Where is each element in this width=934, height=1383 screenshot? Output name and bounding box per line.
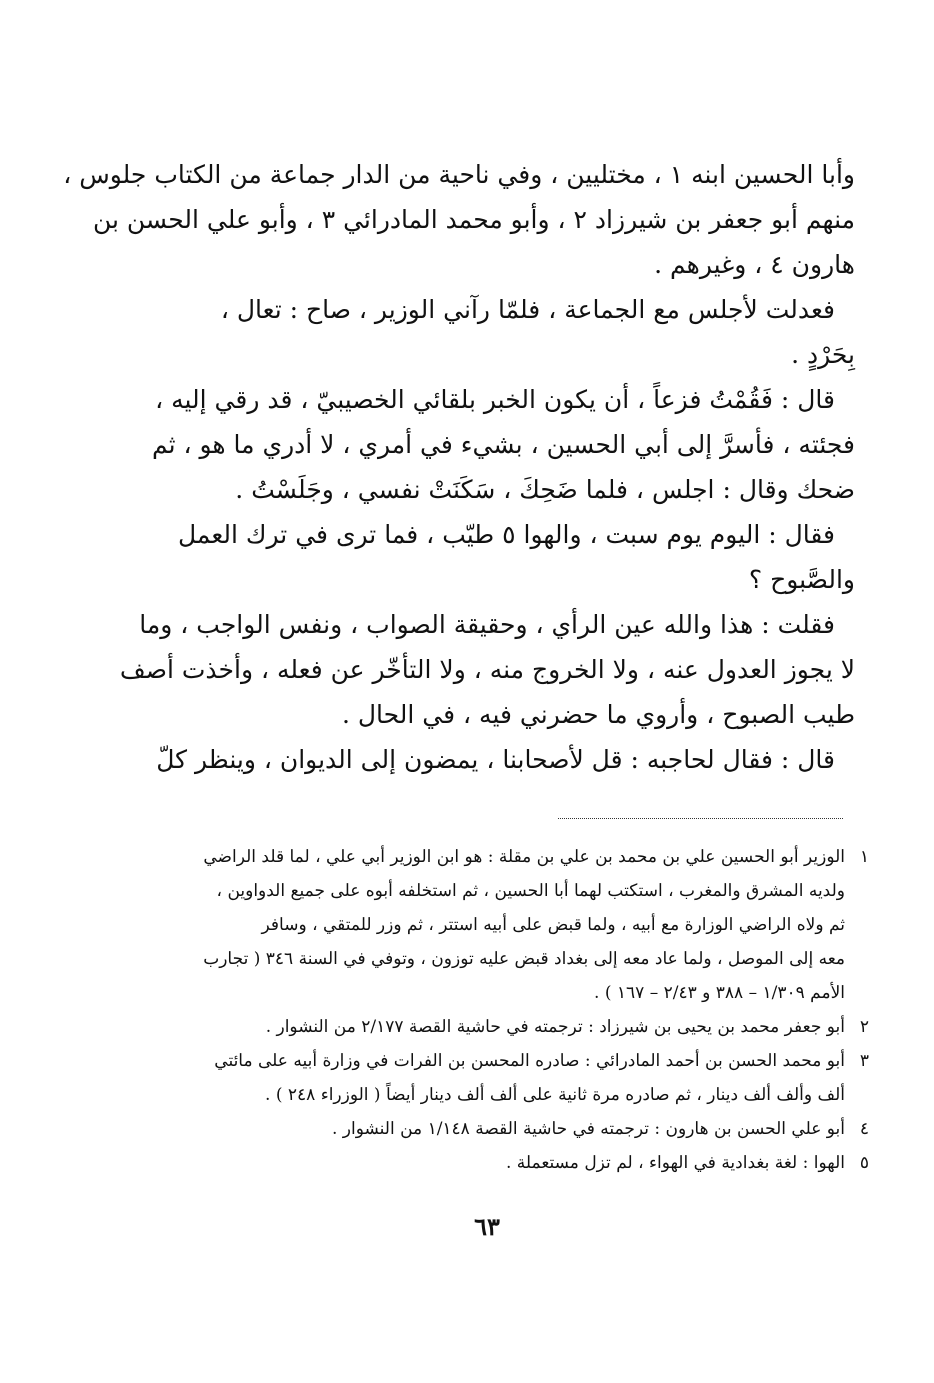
footnote-line: ولديه المشرق والمغرب ، استكتب لهما أبا الحسين ، ثم استخلفه أبوه على جميع الدواوين ، — [216, 881, 845, 901]
text-line: منهم أبو جعفر بن شيرزاد ٢ ، وأبو محمد المادرائي ٣ ، وأبو علي الحسن بن — [92, 205, 855, 234]
text-line: وأبا الحسين ابنه ١ ، مختليين ، وفي ناحية من الدار جماعة من الكتاب جلوس ، — [63, 160, 855, 189]
footnote-line: الوزير أبو الحسين علي بن محمد بن علي بن مقلة : هو ابن الوزير أبي علي ، لما قلد الراضي — [203, 847, 845, 867]
text-line: فقلت : هذا والله عين الرأي ، وحقيقة الصواب ، ونفس الواجب ، وما — [139, 610, 835, 639]
footnote-text — [170, 1146, 845, 1180]
footnotes — [170, 840, 869, 1180]
footnote-line: ألف وألف ألف دينار ، ثم صادره مرة ثانية على ألف ألف دينار أيضاً ( الوزراء ٢٤٨ ) . — [265, 1085, 845, 1105]
footnote-4 — [170, 1112, 869, 1146]
footnote-text — [170, 840, 845, 1010]
footnote-number: ٣ — [859, 1051, 869, 1071]
footnote-5 — [170, 1146, 869, 1180]
footnote-line: أبو علي الحسن بن هارون : ترجمته في حاشية القصة ١/١٤٨ من النشوار . — [331, 1119, 845, 1139]
footnote-line: ثم ولاه الراضي الوزارة مع أبيه ، ولما قبض على أبيه استتر ، ثم وزر للمتقي ، وسافر — [261, 915, 845, 935]
text-line: بِحَرْدٍ . — [791, 340, 855, 369]
footnote-number: ٢ — [859, 1017, 869, 1037]
text-line: طيب الصبوح ، وأروي ما حضرني فيه ، في الحال . — [341, 700, 855, 729]
page-number: ٦٣ — [474, 1212, 500, 1241]
footnote-2 — [170, 1010, 869, 1044]
main-text — [63, 152, 855, 782]
text-line: فقال : اليوم يوم سبت ، والهوا ٥ طيّب ، فما ترى في ترك العمل — [177, 520, 835, 549]
text-line: قال : فقال لحاجبه : قل لأصحابنا ، يمضون إلى الديوان ، وينظر كلّ — [156, 745, 835, 774]
footnote-number: ٥ — [859, 1153, 869, 1173]
footnote-separator — [558, 818, 843, 819]
footnote-text — [170, 1010, 845, 1044]
text-line: والصَّبوح ؟ — [748, 565, 855, 594]
footnote-text — [170, 1044, 845, 1112]
footnote-line: معه إلى الموصل ، ولما عاد معه إلى بغداد قبض عليه توزون ، وتوفي في السنة ٣٤٦ ( تجارب — [203, 949, 845, 969]
footnote-line: الأمم ١/٣٠٩ – ٣٨٨ و ٢/٤٣ – ١٦٧ ) . — [594, 983, 845, 1003]
footnote-number: ٤ — [859, 1119, 869, 1139]
text-line: قال : فَقُمْتُ فزعاً ، أن يكون الخبر بلقائي الخصيبيّ ، قد رقي إليه ، — [155, 385, 835, 414]
text-line: لا يجوز العدول عنه ، ولا الخروج منه ، ولا التأخّر عن فعله ، وأخذت أصف — [119, 655, 855, 684]
footnote-3 — [170, 1044, 869, 1112]
footnote-number: ١ — [859, 847, 869, 867]
footnote-line: الهوا : لغة بغدادية في الهواء ، لم تزل مستعملة . — [505, 1153, 845, 1173]
text-line: فجئته ، فأسرَّ إلى أبي الحسين ، بشيء في أمري ، لا أدري ما هو ، ثم — [151, 430, 855, 459]
text-line: هارون ٤ ، وغيرهم . — [654, 250, 855, 279]
text-line: ضحك وقال : اجلس ، فلما ضَحِكَ ، سَكَنَتْ نفسي ، وجَلَسْتُ . — [235, 475, 855, 504]
footnote-line: أبو محمد الحسن بن أحمد المادرائي : صادره المحسن بن الفرات في وزارة أبيه على مائتي — [214, 1051, 845, 1071]
footnote-line: أبو جعفر محمد بن يحيى بن شيرزاد : ترجمته في حاشية القصة ٢/١٧٧ من النشوار . — [265, 1017, 845, 1037]
footnote-text — [170, 1112, 845, 1146]
footnote-1 — [170, 840, 869, 1010]
text-line: فعدلت لأجلس مع الجماعة ، فلمّا رآني الوزير ، صاح : تعال ، — [220, 295, 835, 324]
